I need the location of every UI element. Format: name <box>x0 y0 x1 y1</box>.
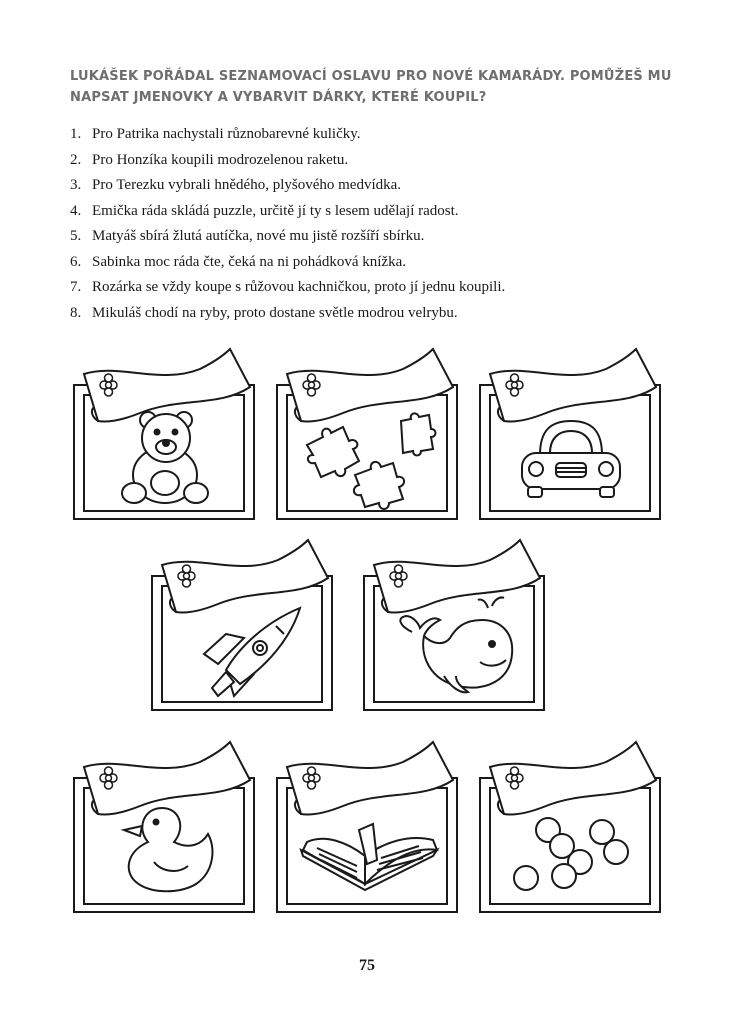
gift-card-rubber-duck <box>70 738 260 918</box>
gift-card-book <box>273 738 463 918</box>
task-text: Pro Patrika nachystali různobarevné kuličky. <box>92 126 361 142</box>
task-text: Sabinka moc ráda čte, čeká na ni pohádková knížka. <box>92 253 407 270</box>
rubber-duck-drawing <box>70 738 260 918</box>
task-text: Emička ráda skládá puzzle, určitě jí ty s lesem udělají radost. <box>92 202 459 219</box>
heading-line-1: LUKÁŠEK POŘÁDAL SEZNAMOVACÍ OSLAVU PRO NOVÉ KAMARÁDY. POMŮŽEŠ MU <box>70 69 672 84</box>
task-text: Pro Honzíka koupili modrozelenou raketu. <box>92 151 349 168</box>
task-item <box>70 150 690 176</box>
gift-card-balls <box>476 738 666 918</box>
task-item <box>70 252 690 278</box>
task-text: Rozárka se vždy koupe s růžovou kachničkou, proto jí jednu koupili. <box>92 279 506 295</box>
toy-car-drawing <box>476 345 666 525</box>
worksheet-heading <box>70 66 680 108</box>
gift-card-whale <box>360 536 550 716</box>
gift-card-toy-car <box>476 345 666 525</box>
task-item <box>70 124 690 150</box>
task-item <box>70 303 690 329</box>
task-item <box>70 175 690 201</box>
task-text: Mikuláš chodí na ryby, proto dostane světle modrou velrybu. <box>92 304 458 321</box>
task-number: 1. <box>70 126 82 142</box>
task-text: Matyáš sbírá žlutá autíčka, nové mu jistě rozšíří sbírku. <box>92 228 425 244</box>
teddy-bear-drawing <box>70 345 260 525</box>
task-item <box>70 226 690 252</box>
task-number: 7. <box>70 279 82 295</box>
heading-line-2: NAPSAT JMENOVKY A VYBARVIT DÁRKY, KTERÉ KOUPIL? <box>70 90 487 105</box>
task-number: 8. <box>70 304 82 321</box>
whale-drawing <box>360 536 550 716</box>
task-number: 2. <box>70 151 82 168</box>
task-number: 4. <box>70 202 82 219</box>
task-item <box>70 201 690 227</box>
book-drawing <box>273 738 463 918</box>
gift-card-puzzle <box>273 345 463 525</box>
balls-drawing <box>476 738 666 918</box>
task-number: 5. <box>70 228 82 244</box>
task-number: 6. <box>70 253 82 270</box>
puzzle-drawing <box>273 345 463 525</box>
gift-card-teddy-bear <box>70 345 260 525</box>
gift-card-rocket <box>148 536 338 716</box>
page-number: 75 <box>359 957 375 974</box>
task-number: 3. <box>70 177 82 193</box>
task-text: Pro Terezku vybrali hnědého, plyšového medvídka. <box>92 177 402 193</box>
task-list <box>70 124 690 328</box>
task-item <box>70 277 690 303</box>
rocket-drawing <box>148 536 338 716</box>
